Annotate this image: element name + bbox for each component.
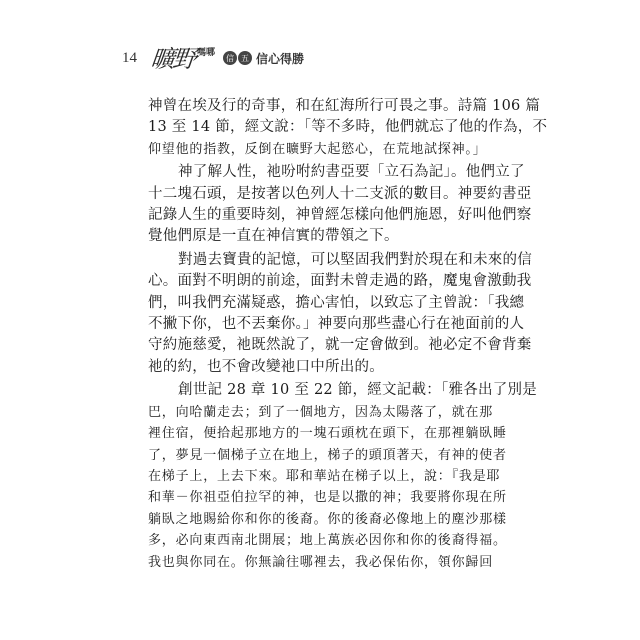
text-line: [148, 117, 548, 138]
line-text: 仰望他的指教，反倒在曠野大起慾心，在荒地試探神。」: [148, 141, 487, 157]
line-text: 對過去寶貴的記憶，可以堅固我們對於現在和未來的信: [178, 251, 532, 268]
line-text: 和華－你祖亞伯拉罕的神，也是以撒的神；我要將你現在所: [148, 490, 507, 506]
line-text: 巴，向哈蘭走去；到了一個地方，因為太陽落了，就在那: [148, 404, 494, 420]
text-line: [148, 552, 503, 573]
text-line: [148, 487, 507, 508]
text-line: [148, 423, 507, 444]
text-line: [148, 509, 507, 530]
text-line: [148, 314, 525, 335]
text-line: [148, 466, 503, 487]
line-text: 覺他們原是一直在神信實的帶領之下。: [148, 228, 399, 245]
text-line: [148, 250, 532, 271]
logo-subtitle: 嗎哪: [197, 47, 216, 58]
line-text: 我也與你同在。你無論往哪裡去，我必保佑你，領你歸回: [148, 554, 494, 570]
chapter-badge-2: 五: [238, 51, 252, 65]
line-text: 十二塊石頭，是按著以色列人十二支派的數目。神要約書亞: [148, 185, 532, 202]
text-line: [148, 139, 503, 160]
line-text: 裡住宿，便拾起那地方的一塊石頭枕在頭下，在那裡躺臥睡: [148, 426, 507, 442]
line-text: 們，叫我們充滿疑惑，擔心害怕，以致忘了主曾說：「我總: [148, 294, 525, 311]
body-text: [148, 96, 548, 573]
text-line: [148, 293, 525, 314]
text-line: [148, 445, 507, 466]
logo-title: 曠野: [149, 44, 197, 73]
text-line: [148, 162, 525, 183]
text-line: [148, 402, 503, 423]
text-line: [148, 335, 532, 356]
line-text: 守約施慈愛，祂既然說了，就一定會做到。祂必定不會背棄: [148, 337, 532, 354]
line-text: 13 至 14 節，經文說：「等不多時，他們就忘了他的作為，不: [148, 119, 548, 136]
line-text: 神曾在埃及行的奇事，和在紅海所行可畏之事。詩篇 106 篇: [148, 98, 541, 114]
text-line: [148, 96, 541, 117]
line-text: 不撇下你，也不丟棄你。」神要向那些盡心行在祂面前的人: [148, 316, 525, 333]
text-line: [148, 226, 503, 247]
page-number: 14: [122, 49, 137, 66]
line-text: 心。面對不明朗的前途，面對未曾走過的路，魔鬼會激動我: [148, 273, 532, 290]
page-header: [122, 38, 304, 74]
line-text: 在梯子上，上去下來。耶和華站在梯子以上，說：『我是耶: [148, 468, 501, 484]
chapter-badge-1: 信: [223, 51, 237, 65]
text-line: [148, 205, 532, 226]
text-line: [148, 357, 503, 378]
line-text: 祂的約，也不會改變祂口中所出的。: [148, 358, 384, 375]
book-logo: [151, 39, 215, 74]
text-line: [148, 271, 532, 292]
line-text: 了，夢見一個梯子立在地上，梯子的頭頂著天，有神的使者: [148, 447, 507, 463]
chapter-title: 信心得勝: [256, 51, 305, 66]
line-text: 記錄人生的重要時刻，神曾經怎樣向他們施恩，好叫他們察: [148, 207, 532, 224]
line-text: 創世記 28 章 10 至 22 節，經文記載：「雅各出了別是: [178, 382, 538, 399]
text-line: [148, 530, 507, 551]
line-text: 多，必向東西南北開展；地上萬族必因你和你的後裔得福。: [148, 533, 507, 549]
text-line: [148, 184, 532, 205]
line-text: 神了解人性，祂吩咐約書亞要「立石為記」。他們立了: [178, 164, 525, 181]
text-line: [148, 380, 538, 401]
line-text: 躺臥之地賜給你和你的後裔。你的後裔必像地上的塵沙那樣: [148, 511, 507, 527]
